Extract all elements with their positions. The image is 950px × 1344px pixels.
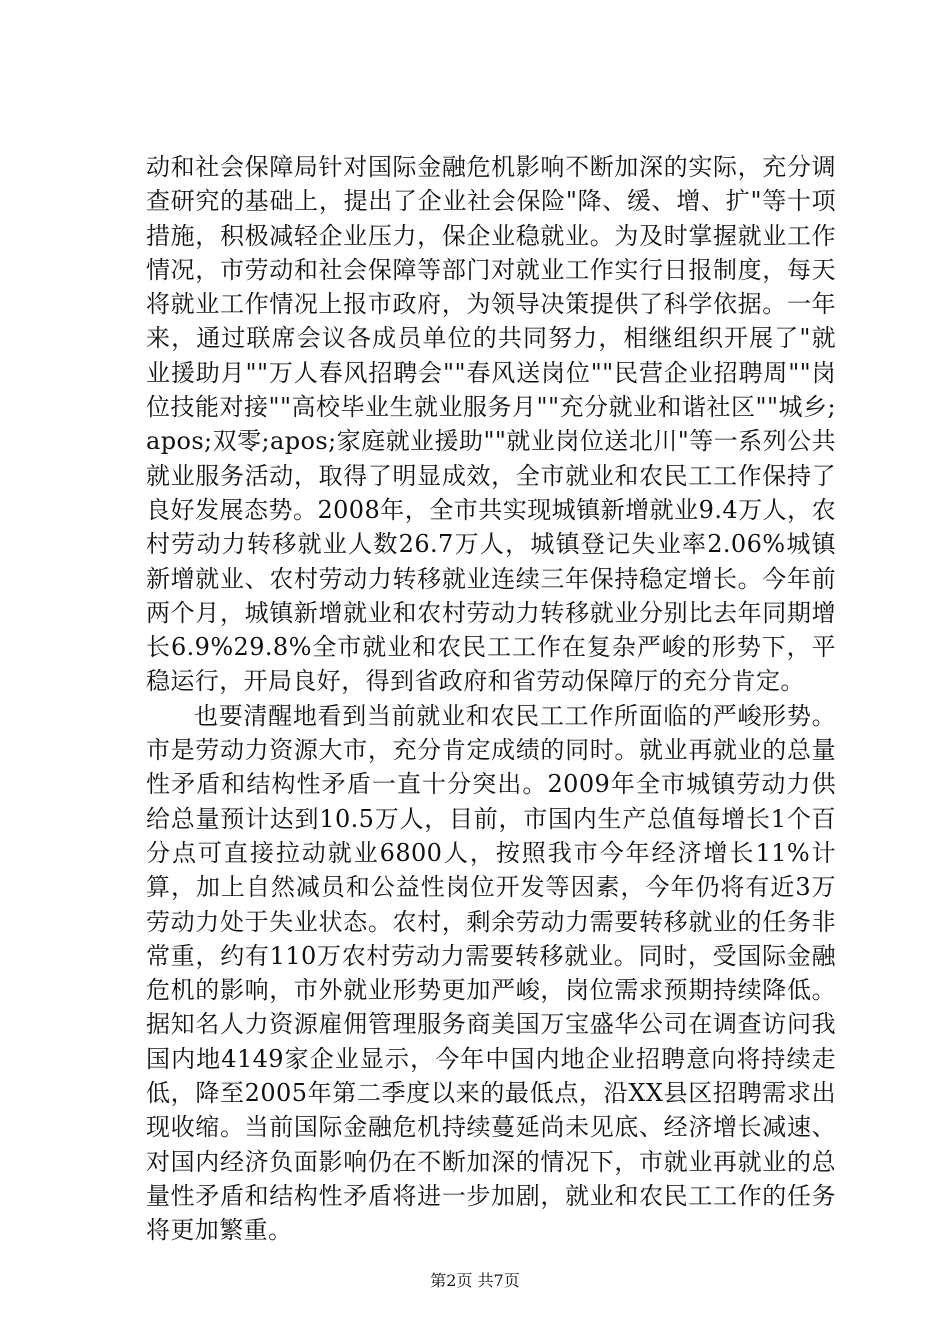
paragraph-2: 也要清醒地看到当前就业和农民工工作所面临的严峻形势。市是劳动力资源大市，充分肯定成绩的同时。就业再就业的总量性矛盾和结构性矛盾一直十分突出。2009年全市城镇劳动力供给总量预计达到10.5万人，目前，市国内生产总值每增长1个百分点可直接拉动就业6800人，按照我市今年经济增长11%计算，加上自然减员和公益性岗位开发等因素，今年仍将有近3万劳动力处于失业状态。农村，剩余劳动力需要转移就业的任务非常重，约有110万农村劳动力需要转移就业。同时，受国际金融危机的影响，市外就业形势更加严峻，岗位需求预期持续降低。据知名人力资源雇佣管理服务商美国万宝盛华公司在调查访问我国内地4149家企业显示，今年中国内地企业招聘意向将持续走低，降至2005年第二季度以来的最低点，沿XX县区招聘需求出现收缩。当前国际金融危机持续蔓延尚未见底、经济增长减速、对国内经济负面影响仍在不断加深的情况下，市就业再就业的总量性矛盾和结构性矛盾将进一步加剧，就业和农民工工作的任务将更加繁重。	[146, 701, 836, 1245]
page-number-footer: 第2页 共7页	[430, 1271, 520, 1290]
document-body	[146, 150, 836, 1248]
paragraph-1: 动和社会保障局针对国际金融危机影响不断加深的实际，充分调查研究的基础上，提出了企业社会保险"降、缓、增、扩"等十项措施，积极减轻企业压力，保企业稳就业。为及时掌握就业工作情况，市劳动和社会保障等部门对就业工作实行日报制度，每天将就业工作情况上报市政府，为领导决策提供了科学依据。一年来，通过联席会议各成员单位的共同努力，相继组织开展了"就业援助月""万人春风招聘会""春风送岗位""民营企业招聘周""岗位技能对接""高校毕业生就业服务月""充分就业和谐社区""城乡;apos;双零;apos;家庭就业援助""就业岗位送北川"等一系列公共就业服务活动，取得了明显成效，全市就业和农民工工作保持了良好发展态势。2008年，全市共实现城镇新增就业9.4万人，农村劳动力转移就业人数26.7万人，城镇登记失业率2.06%城镇新增就业、农村劳动力转移就业连续三年保持稳定增长。今年前两个月，城镇新增就业和农村劳动力转移就业分别比去年同期增长6.9%29.8%全市就业和农民工工作在复杂严峻的形势下，平稳运行，开局良好，得到省政府和省劳动保障厅的充分肯定。	[146, 153, 836, 696]
